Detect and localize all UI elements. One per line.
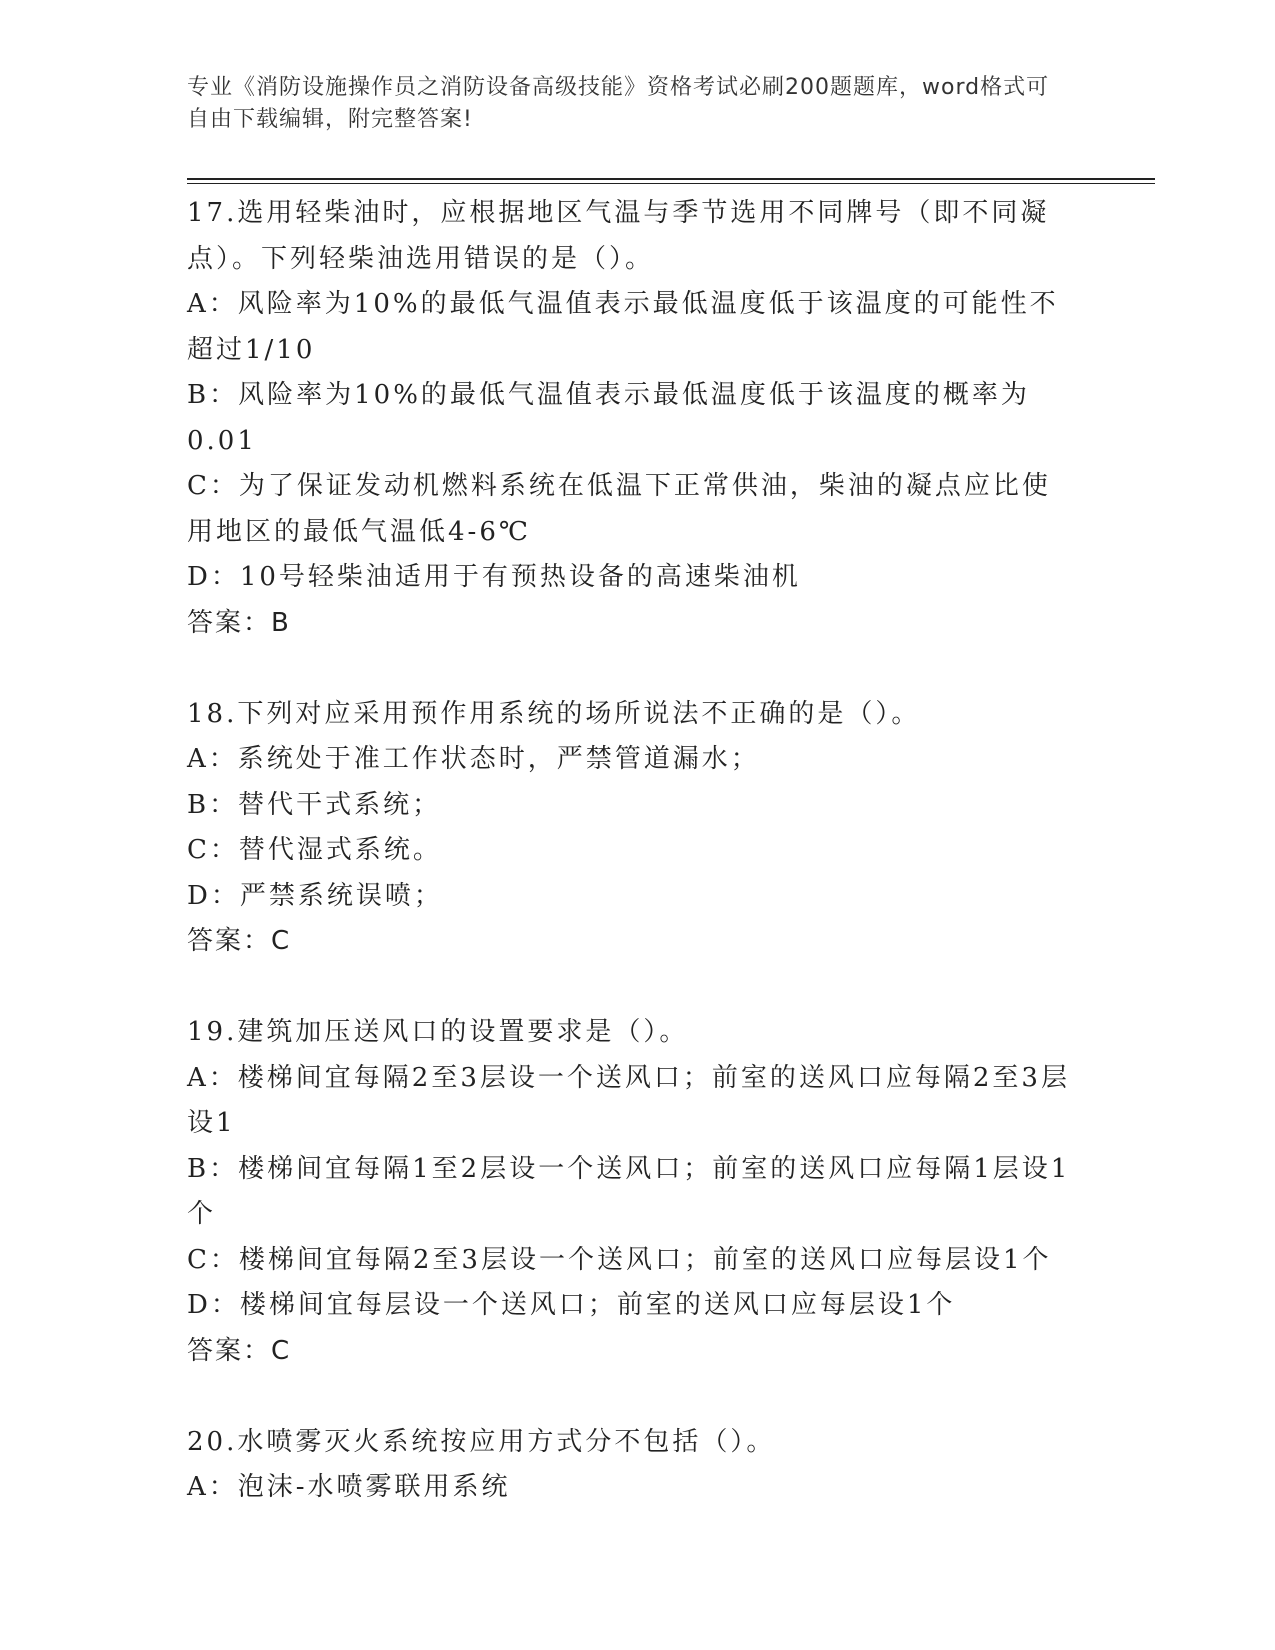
option-c: C：为了保证发动机燃料系统在低温下正常供油，柴油的凝点应比使用地区的最低气温低4-6℃ bbox=[187, 471, 1051, 547]
question-list bbox=[187, 191, 1077, 1556]
header-divider-thick bbox=[187, 178, 1155, 180]
option-c: C：楼梯间宜每隔2至3层设一个送风口；前室的送风口应每层设1个 bbox=[187, 1244, 1052, 1275]
option-b: B：替代干式系统； bbox=[187, 789, 442, 820]
option-d: D：严禁系统误喷； bbox=[187, 880, 443, 911]
question-stem: 20.水喷雾灭火系统按应用方式分不包括（）。 bbox=[187, 1426, 776, 1457]
answer-value: C bbox=[271, 1335, 292, 1366]
answer-label: 答案： bbox=[187, 926, 272, 956]
page-header: 专业《消防设施操作员之消防设备高级技能》资格考试必刷200题题库，word格式可自由下载编辑，附完整答案! bbox=[187, 75, 1050, 132]
option-b: B：风险率为10%的最低气温值表示最低温度低于该温度的概率为0.01 bbox=[187, 380, 1030, 456]
answer-line bbox=[187, 601, 1077, 647]
question-stem: 18.下列对应采用预作用系统的场所说法不正确的是（）。 bbox=[187, 698, 921, 729]
question-stem: 17.选用轻柴油时，应根据地区气温与季节选用不同牌号（即不同凝点）。下列轻柴油选用错误的是（）。 bbox=[187, 198, 1050, 274]
option-a: A：风险率为10%的最低气温值表示最低温度低于该温度的可能性不超过1/10 bbox=[187, 289, 1059, 365]
option-a: A：泡沫-水喷雾联用系统 bbox=[187, 1472, 511, 1502]
question-17 bbox=[187, 191, 1077, 646]
question-stem: 19.建筑加压送风口的设置要求是（）。 bbox=[187, 1017, 689, 1047]
answer-label: 答案： bbox=[187, 1335, 272, 1366]
option-a: A：系统处于准工作状态时，严禁管道漏水； bbox=[187, 744, 760, 774]
option-a: A：楼梯间宜每隔2至3层设一个送风口；前室的送风口应每隔2至3层设1 bbox=[187, 1062, 1070, 1138]
option-b: B：楼梯间宜每隔1至2层设一个送风口；前室的送风口应每隔1层设1个 bbox=[187, 1153, 1071, 1229]
question-20 bbox=[187, 1420, 1077, 1511]
answer-line bbox=[187, 919, 1077, 965]
answer-value: B bbox=[271, 607, 291, 638]
question-19 bbox=[187, 1010, 1077, 1374]
option-c: C：替代湿式系统。 bbox=[187, 835, 442, 865]
answer-value: C bbox=[271, 926, 292, 956]
question-18 bbox=[187, 692, 1077, 965]
option-d: D：楼梯间宜每层设一个送风口；前室的送风口应每层设1个 bbox=[187, 1290, 956, 1320]
answer-line bbox=[187, 1329, 1077, 1375]
option-d: D：10号轻柴油适用于有预热设备的高速柴油机 bbox=[187, 562, 801, 592]
header-divider-thin bbox=[187, 183, 1155, 184]
answer-label: 答案： bbox=[187, 607, 272, 638]
